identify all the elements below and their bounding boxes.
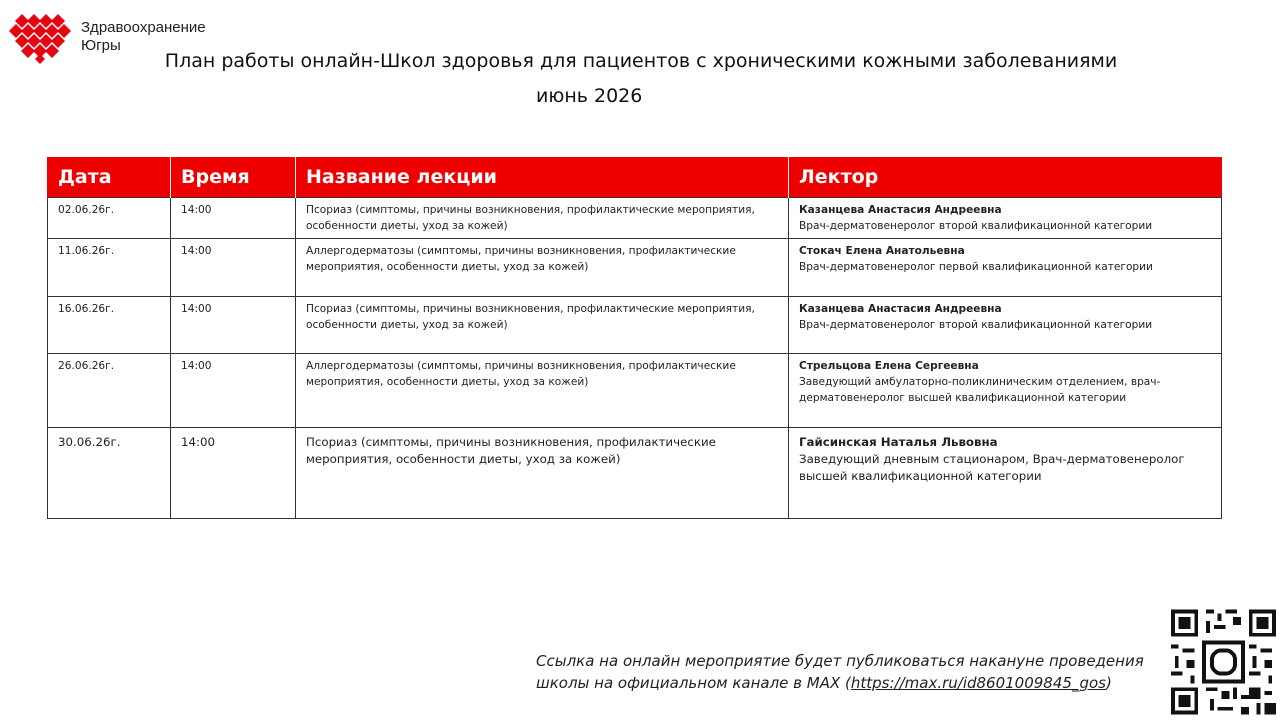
org-name-line2: Югры — [81, 37, 121, 54]
cell-lecture: Псориаз (симптомы, причины возникновения, профилактические мероприятия, особенности диеты, уход за кожей) — [296, 427, 789, 518]
column-header-time: Время — [171, 157, 296, 197]
footer-note-text: Ссылка на онлайн мероприятие будет публиковаться накануне проведения школы на официальном канале в MAX ( — [536, 652, 1144, 692]
lecturer-position: Врач-дерматовенеролог первой квалификационной категории — [799, 260, 1153, 273]
cell-lecturer — [789, 197, 1222, 238]
cell-lecture: Псориаз (симптомы, причины возникновения, профилактические мероприятия, особенности диеты, уход за кожей) — [296, 296, 789, 353]
column-header-lecturer: Лектор — [789, 157, 1222, 197]
table-row — [48, 296, 1222, 353]
lecturer-name: Стрельцова Елена Сергеевна — [799, 359, 979, 372]
cell-time: 14:00 — [171, 296, 296, 353]
page-title: План работы онлайн-Школ здоровья для пациентов с хроническими кожными заболеваниями — [164, 50, 1118, 72]
lecturer-position: Врач-дерматовенеролог второй квалификационной категории — [799, 219, 1153, 232]
cell-time: 14:00 — [171, 353, 296, 427]
table-header-row — [48, 157, 1222, 197]
cell-lecture: Псориаз (симптомы, причины возникновения, профилактические мероприятия, особенности диеты, уход за кожей) — [296, 197, 789, 238]
cell-date: 30.06.26г. — [48, 427, 171, 518]
lecturer-name: Гайсинская Наталья Львовна — [799, 434, 998, 449]
cell-time: 14:00 — [171, 197, 296, 238]
cell-date: 11.06.26г. — [48, 238, 171, 296]
cell-date: 02.06.26г. — [48, 197, 171, 238]
lecturer-position: Врач-дерматовенеролог второй квалификационной категории — [799, 318, 1153, 331]
schedule-table — [47, 157, 1222, 519]
column-header-date: Дата — [48, 157, 171, 197]
table-row — [48, 427, 1222, 518]
cell-lecturer — [789, 296, 1222, 353]
lecturer-position: Заведующий амбулаторно-поликлиническим отделением, врач-дерматовенеролог высшей квалификационной категории — [799, 375, 1161, 404]
cell-lecturer — [789, 427, 1222, 518]
column-header-lecture: Название лекции — [296, 157, 789, 197]
table-row — [48, 197, 1222, 238]
cell-lecture: Аллергодерматозы (симптомы, причины возникновения, профилактические мероприятия, особенности диеты, уход за кожей) — [296, 238, 789, 296]
footer-note-end: ) — [1105, 674, 1112, 692]
cell-date: 26.06.26г. — [48, 353, 171, 427]
lecturer-name: Стокач Елена Анатольевна — [799, 244, 965, 257]
lecturer-name: Казанцева Анастасия Андреевна — [799, 302, 1002, 315]
footer-note — [536, 650, 1176, 694]
cell-lecturer — [789, 238, 1222, 296]
qr-code-icon — [1167, 604, 1280, 720]
cell-lecture: Аллергодерматозы (симптомы, причины возникновения, профилактические мероприятия, особенности диеты, уход за кожей) — [296, 353, 789, 427]
org-name-line1: Здравоохранение — [81, 19, 206, 36]
page-subtitle: июнь 2026 — [536, 85, 643, 107]
cell-lecturer — [789, 353, 1222, 427]
table-row — [48, 238, 1222, 296]
max-channel-link[interactable]: https://max.ru/id8601009845_gos — [850, 674, 1106, 692]
cell-time: 14:00 — [171, 427, 296, 518]
cell-date: 16.06.26г. — [48, 296, 171, 353]
cell-time: 14:00 — [171, 238, 296, 296]
table-row — [48, 353, 1222, 427]
lecturer-name: Казанцева Анастасия Андреевна — [799, 203, 1002, 216]
lecturer-position: Заведующий дневным стационаром, Врач-дерматовенеролог высшей квалификационной категории — [799, 451, 1185, 483]
